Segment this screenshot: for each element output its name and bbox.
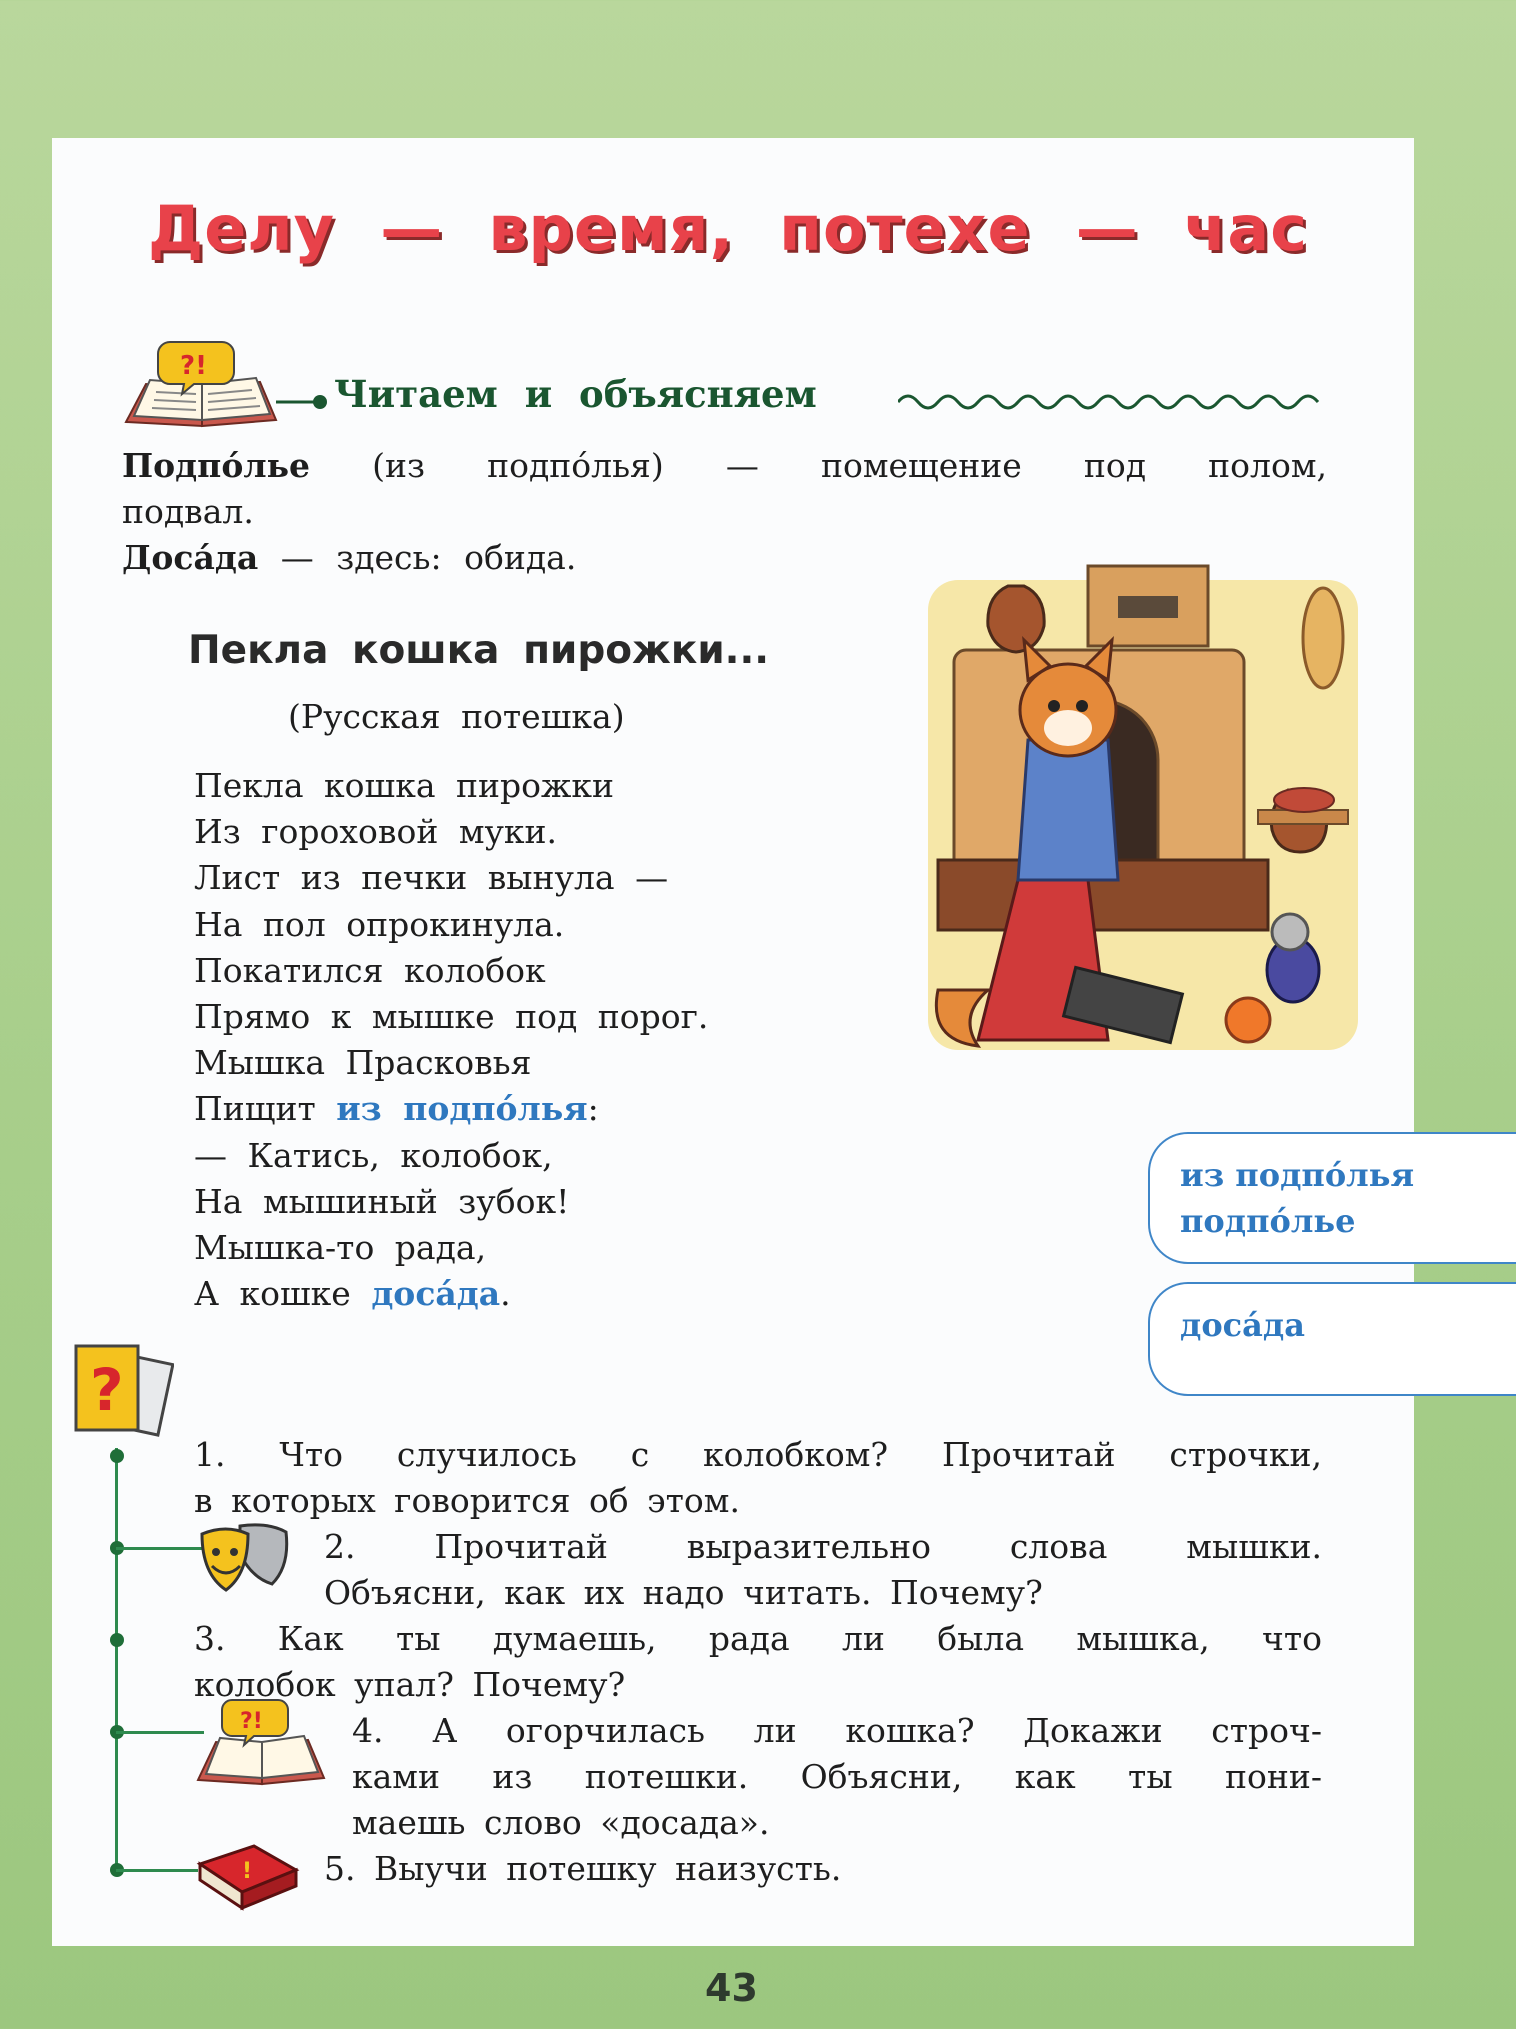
page-number: 43 — [705, 1966, 758, 2010]
question-4-line: маешь слово «досада». — [352, 1803, 770, 1842]
connector-dot — [110, 1633, 124, 1647]
open-book-question-icon — [120, 336, 330, 436]
callout-word: доса́да — [1180, 1306, 1305, 1344]
poem-line: Пекла кошка пирожки — [194, 766, 614, 805]
svg-text:?!: ?! — [240, 1709, 263, 1734]
poem-line: Пищит из подпо́лья: — [194, 1089, 599, 1129]
question-2-line: Объясни, как их надо читать. Почему? — [324, 1573, 1043, 1612]
poem-line: На мышиный зубок! — [194, 1181, 570, 1221]
svg-text:?: ? — [90, 1356, 124, 1424]
title-word: Делу — [148, 192, 336, 265]
poem-line: Прямо к мышке под порог. — [194, 997, 709, 1037]
title-word: час — [1183, 192, 1308, 265]
wavy-line-decoration — [898, 384, 1324, 414]
dictionary-entry — [122, 443, 1327, 489]
poem-title: Пекла кошка пирожки... — [188, 628, 770, 673]
connector-dot — [110, 1449, 124, 1463]
highlighted-word: доса́да — [371, 1274, 501, 1314]
page-title — [148, 192, 1308, 265]
question-2-line: 2. Прочитай выразительно слова мышки. — [324, 1527, 1322, 1566]
poem-line: Из гороховой муки. — [194, 812, 558, 852]
dictionary-term: Подпо́лье — [122, 446, 310, 485]
poem-line: Мышка-то рада, — [194, 1228, 487, 1268]
dictionary-definition: — здесь: обида. — [280, 538, 577, 577]
callout-word: из подпо́лья — [1180, 1156, 1415, 1194]
poem-line: Покатился колобок — [194, 950, 546, 990]
question-4-line: 4. А огорчилась ли кошка? Докажи строч- — [352, 1711, 1322, 1750]
theater-masks-icon — [196, 1520, 292, 1596]
poem-line: Лист из печки вынула — — [194, 858, 669, 898]
question-1-line: в которых говорится об этом. — [194, 1481, 740, 1520]
title-dash: — — [1075, 192, 1139, 265]
question-4-line: ками из потешки. Объясни, как ты пони- — [352, 1757, 1322, 1796]
poem-line: — Катись, колобок, — [194, 1135, 553, 1175]
poem-line: Мышка Прасковья — [194, 1043, 532, 1083]
question-5-line: 5. Выучи потешку наизусть. — [324, 1849, 842, 1888]
title-word: потехе — [779, 192, 1031, 265]
questions-connector-line — [115, 1448, 118, 1872]
open-book-question-icon — [196, 1694, 328, 1790]
section-heading: Читаем и объясняем — [334, 372, 817, 416]
connector-branch — [116, 1731, 204, 1734]
poem-subtitle: (Русская потешка) — [288, 697, 625, 736]
svg-text:!: ! — [242, 1859, 253, 1884]
svg-text:?!: ?! — [180, 351, 207, 381]
callout-word: подпо́лье — [1180, 1202, 1356, 1240]
connector-branch — [116, 1869, 198, 1872]
dictionary-definition: (из подпо́лья) — помещение под полом, — [372, 446, 1327, 485]
highlighted-word: из подпо́лья — [336, 1089, 588, 1129]
question-3-line: колобок упал? Почему? — [194, 1665, 626, 1704]
dictionary-definition-cont: подвал. — [122, 492, 254, 531]
question-3-line: 3. Как ты думаешь, рада ли была мышка, что — [194, 1619, 1322, 1658]
word-callout — [1148, 1282, 1516, 1396]
connector-branch — [116, 1547, 202, 1550]
question-cards-icon — [70, 1336, 174, 1448]
red-book-icon — [194, 1840, 302, 1912]
dictionary-term: Доса́да — [122, 538, 259, 577]
question-1-line: 1. Что случилось с колобком? Прочитай строчки, — [194, 1435, 1322, 1474]
word-callout — [1148, 1132, 1516, 1264]
cat-baking-illustration — [928, 560, 1368, 1060]
poem-text — [194, 763, 708, 1317]
poem-line: На пол опрокинула. — [194, 904, 565, 944]
title-dash: — — [380, 192, 444, 265]
poem-line: А кошке доса́да. — [194, 1274, 511, 1314]
title-word: время, — [488, 192, 735, 265]
